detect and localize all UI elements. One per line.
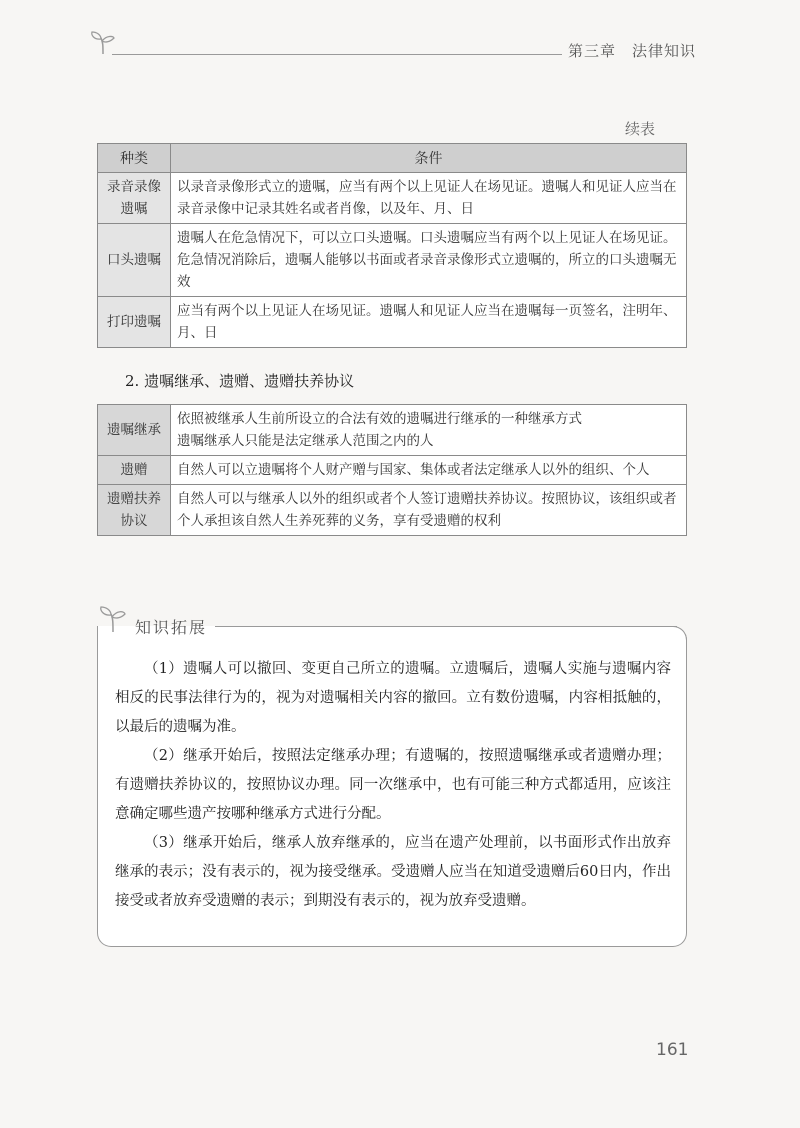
extension-paragraph: （1）遗嘱人可以撤回、变更自己所立的遗嘱。立遗嘱后，遗嘱人实施与遗嘱内容相反的民事法律行为的，视为对遗嘱相关内容的撤回。立有数份遗嘱，内容相抵触的，以最后的遗嘱为准。 — [115, 661, 671, 735]
condition-cell: 自然人可以与继承人以外的组织或者个人签订遗赠扶养协议。按照协议，该组织或者个人承担该自然人生养死葬的义务，享有受遗赠的权利 — [171, 485, 687, 536]
kind-cell: 遗嘱继承 — [98, 405, 171, 456]
table-continued-label: 续表 — [625, 120, 656, 138]
section-heading: 2. 遗嘱继承、遗赠、遗赠扶养协议 — [125, 372, 355, 390]
page-header — [0, 0, 800, 90]
chapter-title: 第三章 法律知识 — [568, 42, 697, 60]
extension-paragraph: （2）继承开始后，按照法定继承办理；有遗嘱的，按照遗嘱继承或者遗赠办理；有遗赠扶养协议的，按照协议办理。同一次继承中，也有可能三种方式都适用，应该注意确定哪些遗产按哪种继承方式进行分配。 — [115, 748, 671, 822]
box-corner — [670, 626, 687, 643]
table-row — [98, 405, 687, 456]
kind-cell: 打印遗嘱 — [98, 297, 171, 348]
table-row — [98, 173, 687, 224]
table-header-row — [98, 144, 687, 173]
column-header-kind: 种类 — [98, 144, 171, 173]
extension-title: 知识拓展 — [135, 618, 208, 637]
condition-cell: 依照被继承人生前所设立的合法有效的遗嘱进行继承的一种继承方式 遗嘱继承人只能是法定继承人范围之内的人 — [171, 405, 687, 456]
kind-cell: 口头遗嘱 — [98, 224, 171, 297]
inheritance-methods-table — [97, 404, 687, 536]
table-row — [98, 485, 687, 536]
sprout-icon — [88, 30, 118, 56]
kind-cell: 遗赠 — [98, 456, 171, 485]
column-header-condition: 条件 — [171, 144, 687, 173]
table-row — [98, 224, 687, 297]
extension-paragraph: （3）继承开始后，继承人放弃继承的，应当在遗产处理前，以书面形式作出放弃继承的表示；没有表示的，视为接受继承。受遗赠人应当在知道受遗赠后60日内，作出接受或者放弃受遗赠的表示；到期没有表示的，视为放弃受遗赠。 — [115, 835, 671, 909]
condition-cell: 以录音录像形式立的遗嘱，应当有两个以上见证人在场见证。遗嘱人和见证人应当在录音录像中记录其姓名或者肖像，以及年、月、日 — [171, 173, 687, 224]
condition-cell: 应当有两个以上见证人在场见证。遗嘱人和见证人应当在遗嘱每一页签名，注明年、月、日 — [171, 297, 687, 348]
kind-cell: 遗赠扶养 协议 — [98, 485, 171, 536]
table-row — [98, 456, 687, 485]
page-number: 161 — [656, 1040, 689, 1060]
table-row — [98, 297, 687, 348]
condition-cell: 遗嘱人在危急情况下，可以立口头遗嘱。口头遗嘱应当有两个以上见证人在场见证。危急情况消除后，遗嘱人能够以书面或者录音录像形式立遗嘱的，所立的口头遗嘱无效 — [171, 224, 687, 297]
will-types-table — [97, 143, 687, 348]
header-rule — [112, 54, 562, 55]
extension-rule — [215, 626, 677, 627]
extension-body — [115, 655, 671, 916]
sprout-icon — [96, 604, 130, 634]
condition-cell: 自然人可以立遗嘱将个人财产赠与国家、集体或者法定继承人以外的组织、个人 — [171, 456, 687, 485]
kind-cell: 录音录像 遗嘱 — [98, 173, 171, 224]
